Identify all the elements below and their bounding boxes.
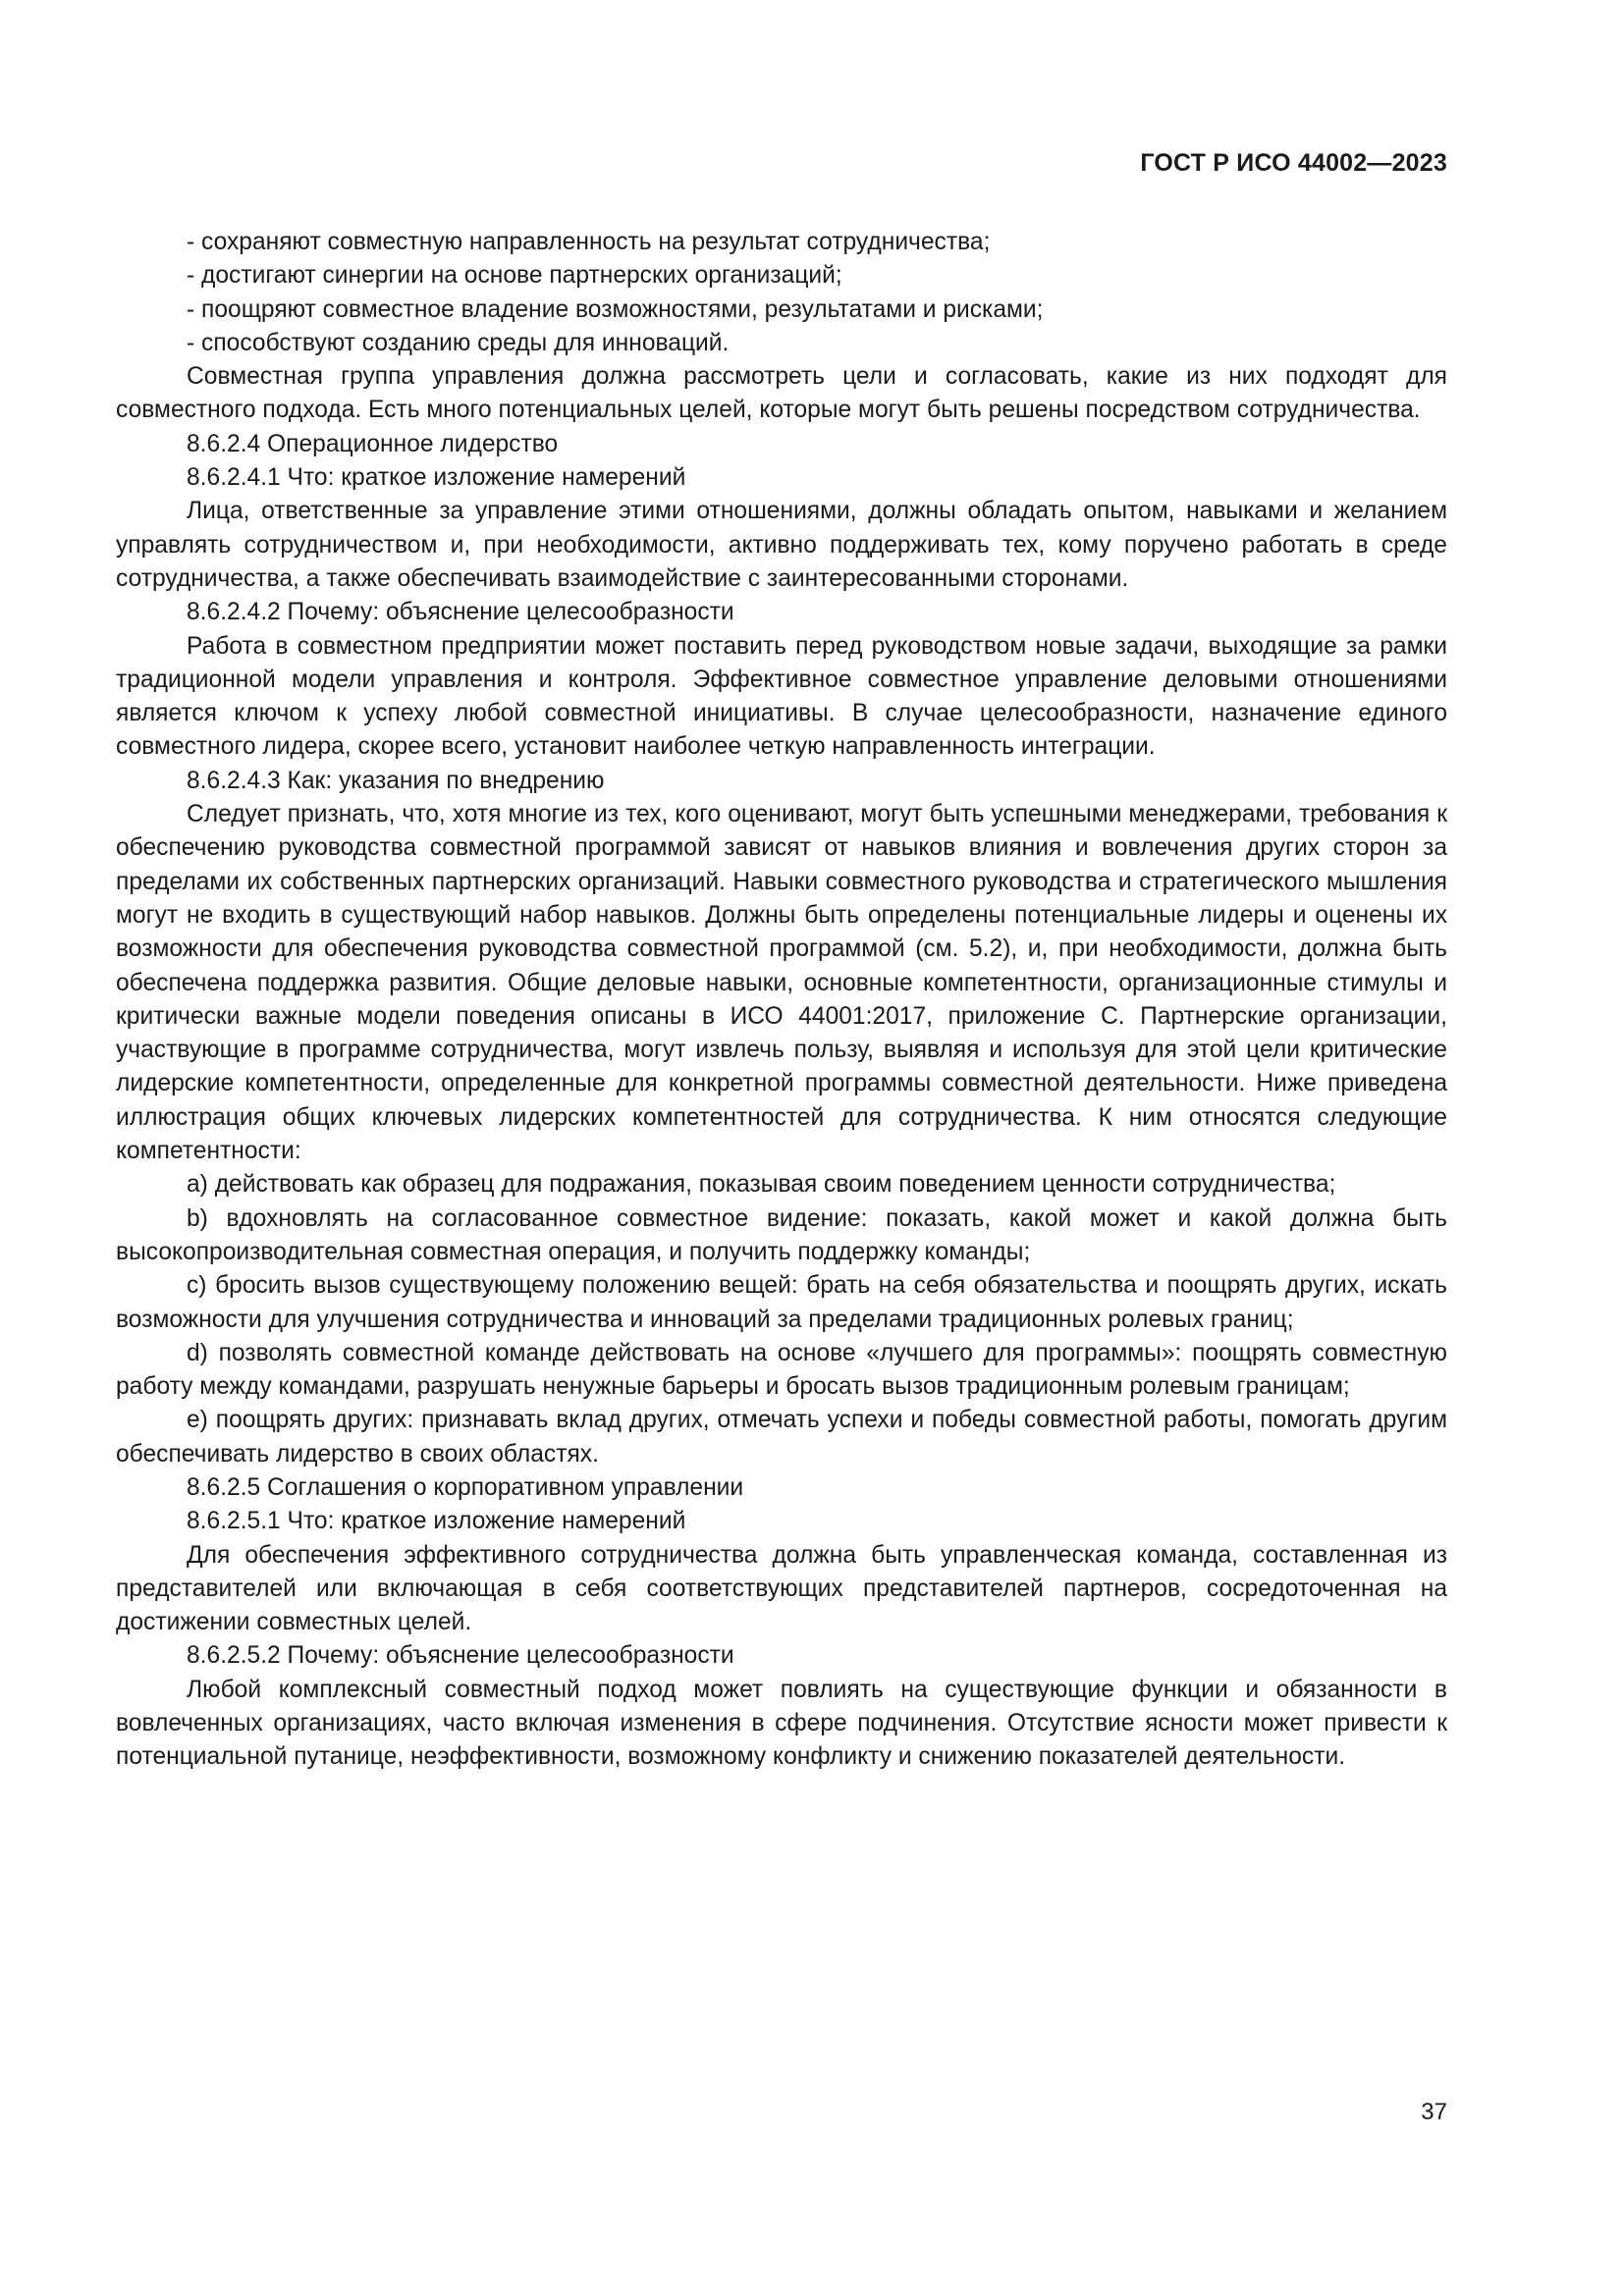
paragraph: Совместная группа управления должна рассмотреть цели и согласовать, какие из них подходят для совместного подхода. Есть много потенциальных целей, которые могут быть решены посредством сотрудничества. <box>116 363 1447 424</box>
list-item: - способствуют созданию среды для инноваций. <box>187 329 730 356</box>
section-heading: 8.6.2.5 Соглашения о корпоративном управлении <box>187 1473 744 1501</box>
page-number: 37 <box>1421 2099 1447 2125</box>
section-heading: 8.6.2.4.2 Почему: объяснение целесообразности <box>187 599 734 626</box>
list-item: b) вдохновлять на согласованное совместное видение: показать, какой может и какой должна быть высокопроизводительная совместная операция, и получить поддержку команды; <box>116 1204 1447 1265</box>
body-text <box>116 226 1447 1775</box>
list-item: d) позволять совместной команде действовать на основе «лучшего для программы»: поощрять совместную работу между командами, разрушать ненужные барьеры и бросать вызов традиционным ролевым границам; <box>116 1339 1447 1401</box>
paragraph: Лица, ответственные за управление этими отношениями, должны обладать опытом, навыками и желанием управлять сотрудничеством и, при необходимости, активно поддерживать тех, кому поручено работать в среде сотрудничества, а также обеспечивать взаимодействие с заинтересованными сторонами. <box>116 498 1447 592</box>
section-heading: 8.6.2.5.1 Что: краткое изложение намерений <box>187 1508 686 1535</box>
list-item: е) поощрять других: признавать вклад других, отмечать успехи и победы совместной работы, помогать другим обеспечивать лидерство в своих областях. <box>116 1407 1447 1468</box>
section-heading: 8.6.2.4.3 Как: указания по внедрению <box>187 767 605 794</box>
list-item: - достигают синергии на основе партнерских организаций; <box>187 262 842 290</box>
paragraph: Следует признать, что, хотя многие из тех, кого оценивают, могут быть успешными менеджерами, требования к обеспечению руководства совместной программой зависят от навыков влияния и вовлечения других сторон за пределами их собственных партнерских организаций. Навыки совместного руководства и стратегического мышления могут не входить в существующий набор навыков. Должны быть определены потенциальные лидеры и оценены их возможности для обеспечения руководства совместной программой (см. 5.2), и, при необходимости, должна быть обеспечена поддержка развития. Общие деловые навыки, основные компетентности, организационные стимулы и критически важные модели поведения описаны в ИСО 44001:2017, приложение С. Партнерские организации, участвующие в программе сотрудничества, могут извлечь пользу, выявляя и используя для этой цели критические лидерские компетентности, определенные для конкретной программы совместной деятельности. Ниже приведена иллюстрация общих ключевых лидерских компетентностей для сотрудничества. К ним относятся следующие компетентности: <box>116 801 1447 1165</box>
list-item: - поощряют совместное владение возможностями, результатами и рисками; <box>187 295 1044 323</box>
standard-header: ГОСТ Р ИСО 44002—2023 <box>1140 149 1447 177</box>
list-item: а) действовать как образец для подражания, показывая своим поведением ценности сотрудничества; <box>187 1171 1336 1199</box>
section-heading: 8.6.2.4 Операционное лидерство <box>187 430 559 457</box>
list-item: - сохраняют совместную направленность на результат сотрудничества; <box>187 229 991 255</box>
paragraph: Для обеспечения эффективного сотрудничества должна быть управленческая команда, составленная из представителей или включающая в себя соответствующих представителей партнеров, сосредоточенная на достижении совместных целей. <box>116 1541 1447 1636</box>
list-item: с) бросить вызов существующему положению вещей: брать на себя обязательства и поощрять других, искать возможности для улучшения сотрудничества и инноваций за пределами традиционных ролевых границ; <box>116 1272 1447 1333</box>
paragraph: Любой комплексный совместный подход может повлиять на существующие функции и обязанности в вовлеченных организациях, часто включая изменения в сфере подчинения. Отсутствие ясности может привести к потенциальной путанице, неэффективности, возможному конфликту и снижению показателей деятельности. <box>116 1676 1447 1771</box>
paragraph: Работа в совместном предприятии может поставить перед руководством новые задачи, выходящие за рамки традиционной модели управления и контроля. Эффективное совместное управление деловыми отношениями является ключом к успеху любой совместной инициативы. В случае целесообразности, назначение единого совместного лидера, скорее всего, установит наиболее четкую направленность интеграции. <box>116 632 1447 761</box>
section-heading: 8.6.2.4.1 Что: краткое изложение намерений <box>187 464 686 492</box>
section-heading: 8.6.2.5.2 Почему: объяснение целесообразности <box>187 1642 734 1670</box>
